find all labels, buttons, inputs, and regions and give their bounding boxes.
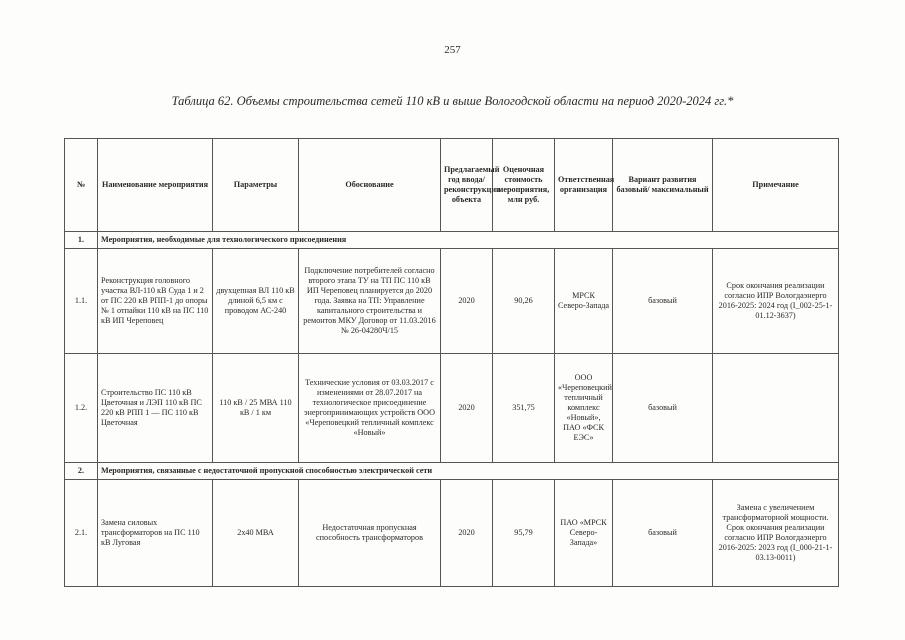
row-note: Срок окончания реализации согласно ИПР Вологдаэнерго 2016-2025: 2024 год (I_002-25-1-01.12-3637): [713, 249, 839, 354]
row-cost: 95,79: [493, 480, 555, 587]
row-name: Реконструкция головного участка ВЛ-110 кВ Суда 1 и 2 от ПС 220 кВ РПП-1 до опоры № 1 отпайки 110 кВ на ПС 110 кВ ИП Череповец: [98, 249, 213, 354]
row-basis: Подключение потребителей согласно второго этапа ТУ на ТП ПС 110 кВ ИП Череповец планируется до 2020 года. Заявка на ТП: Управление капитального строительства и ремонтов МКУ Договор от 11.03.2016 № 26-04280Ч/15: [299, 249, 441, 354]
section-num: 2.: [65, 463, 98, 480]
section-title: Мероприятия, необходимые для технологического присоединения: [98, 232, 839, 249]
row-org: МРСК Северо-Запада: [555, 249, 613, 354]
table-caption: Таблица 62. Объемы строительства сетей 110 кВ и выше Вологодской области на период 2020-2024 гг.*: [171, 94, 734, 108]
table-row: [65, 480, 839, 587]
row-variant: базовый: [613, 354, 713, 463]
table-header-row: [65, 139, 839, 232]
header-variant: Вариант развития базовый/ максимальный: [613, 139, 713, 232]
row-cost: 351,75: [493, 354, 555, 463]
row-note: Замена с увеличением трансформаторной мощности. Срок окончания реализации согласно ИПР Вологдаэнерго 2016-2025: 2023 год (I_000-21-1-03.13-0011): [713, 480, 839, 587]
row-name: Замена силовых трансформаторов на ПС 110 кВ Луговая: [98, 480, 213, 587]
row-num: 1.2.: [65, 354, 98, 463]
row-org: ПАО «МРСК Северо-Запада»: [555, 480, 613, 587]
row-year: 2020: [441, 354, 493, 463]
section-row: [65, 232, 839, 249]
row-variant: базовый: [613, 249, 713, 354]
section-title: Мероприятия, связанные с недостаточной пропускной способностью электрической сети: [98, 463, 839, 480]
table-row: [65, 249, 839, 354]
row-cost: 90,26: [493, 249, 555, 354]
row-params: 110 кВ / 25 МВА 110 кВ / 1 км: [213, 354, 299, 463]
row-basis: Недостаточная пропускная способность трансформаторов: [299, 480, 441, 587]
header-year: Предлагаемый год ввода/ реконструкции объекта: [441, 139, 493, 232]
header-cost: Оценочная стоимость мероприятия, млн руб.: [493, 139, 555, 232]
header-params: Параметры: [213, 139, 299, 232]
table-row: [65, 354, 839, 463]
section-num: 1.: [65, 232, 98, 249]
header-basis: Обоснование: [299, 139, 441, 232]
row-num: 2.1.: [65, 480, 98, 587]
construction-table: [64, 138, 839, 587]
page-number: 257: [444, 44, 461, 56]
header-num: №: [65, 139, 98, 232]
header-note: Примечание: [713, 139, 839, 232]
row-params: двухцепная ВЛ 110 кВ длиной 6,5 км с проводом АС-240: [213, 249, 299, 354]
row-num: 1.1.: [65, 249, 98, 354]
row-variant: базовый: [613, 480, 713, 587]
row-params: 2х40 МВА: [213, 480, 299, 587]
row-note: [713, 354, 839, 463]
row-year: 2020: [441, 480, 493, 587]
row-basis: Технические условия от 03.03.2017 с изменениями от 28.07.2017 на технологическое присоединение энергопринимающих устройств ООО «Череповецкий тепличный комплекс «Новый»: [299, 354, 441, 463]
section-row: [65, 463, 839, 480]
row-year: 2020: [441, 249, 493, 354]
header-name: Наименование мероприятия: [98, 139, 213, 232]
header-org: Ответственная организация: [555, 139, 613, 232]
row-name: Строительство ПС 110 кВ Цветочная и ЛЭП 110 кВ ПС 220 кВ РПП 1 — ПС 110 кВ Цветочная: [98, 354, 213, 463]
row-org: ООО «Череповецкий тепличный комплекс «Новый», ПАО «ФСК ЕЭС»: [555, 354, 613, 463]
